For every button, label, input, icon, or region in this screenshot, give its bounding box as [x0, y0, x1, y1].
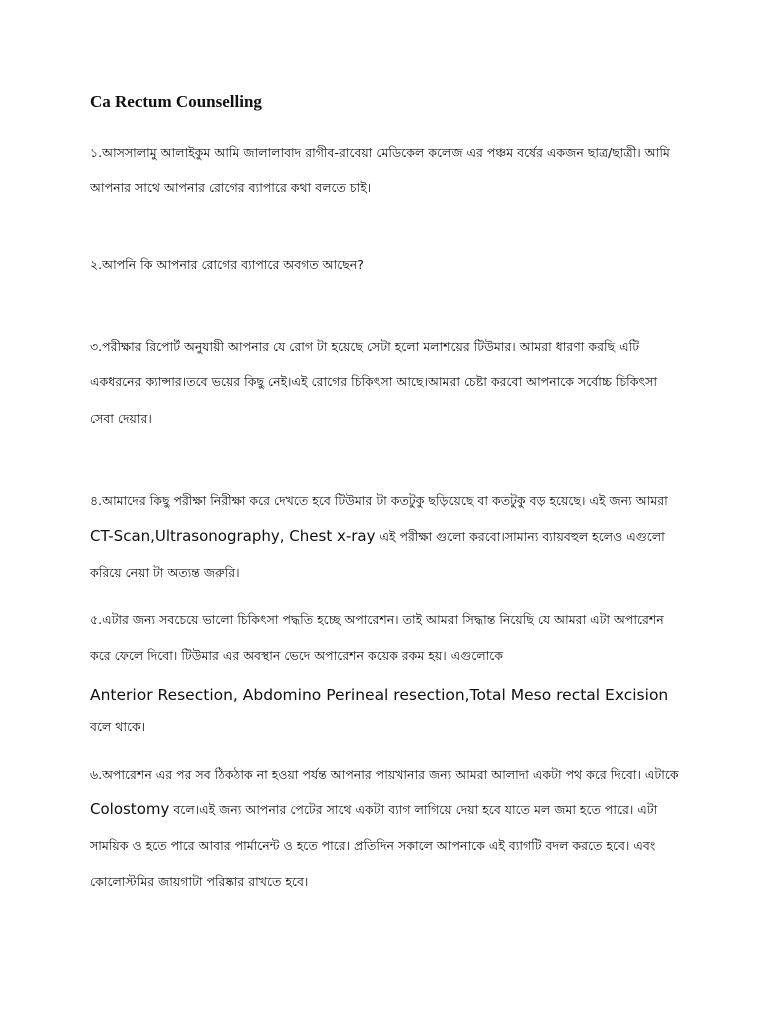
- paragraph-6-line-2: [90, 800, 657, 819]
- paragraph-3-line-1: ৩.পরীক্ষার রিপোর্ট অনুযায়ী আপনার যে রোগ টা হয়েছে সেটা হলো মলাশয়ের টিউমার। আমরা ধারণা করছি এটি: [90, 339, 640, 354]
- paragraph-5-line-1: ৫.এটার জন্য সবচেয়ে ভালো চিকিৎসা পদ্ধতি হচ্ছে অপারেশন। তাই আমরা সিদ্ধান্ত নিয়েছি যে আমরা এটা অপারেশন: [90, 612, 664, 627]
- paragraph-4-line-2: [90, 527, 665, 546]
- paragraph-4-line-1: ৪.আমাদের কিছু পরীক্ষা নিরীক্ষা করে দেখতে হবে টিউমার টা কতটুকু ছড়িয়েছে বা কতটুকু বড় হয়েছে। এই জন্য আমরা: [90, 493, 668, 508]
- paragraph-5-procedure-list: Anterior Resection, Abdomino Perineal resection,Total Meso rectal Excision: [90, 686, 669, 704]
- paragraph-3-line-3: সেবা দেয়ার।: [90, 411, 152, 426]
- paragraph-1-line-1: ১.আসসালামু আলাইকুম আমি জালালাবাদ রাগীব-রাবেয়া মেডিকেল কলেজ এর পঞ্চম বর্ষের একজন ছাত্র/ছাত্রী। আমি: [90, 145, 670, 160]
- paragraph-5-line-4: বলে থাকে।: [90, 719, 146, 734]
- paragraph-2-line-1: ২.আপনি কি আপনার রোগের ব্যাপারে অবগত আছেন?: [90, 257, 364, 272]
- paragraph-6-line-1: ৬.অপারেশন এর পর সব ঠিকঠাক না হওয়া পর্যন্ত আপনার পায়খানার জন্য আমরা আলাদা একটা পথ করে দিবো। এটাকে: [90, 767, 679, 782]
- paragraph-4-line-2-text: এই পরীক্ষা গুলো করবো।সামান্য ব্যায়বহুল হলেও এগুলো: [375, 529, 665, 544]
- paragraph-5-line-2: করে ফেলে দিবো। টিউমার এর অবস্থান ভেদে অপারেশন কয়েক রকম হয়। এগুলোকে: [90, 648, 504, 663]
- paragraph-6-colostomy-term: Colostomy: [90, 800, 170, 818]
- paragraph-4-line-3: করিয়ে নেয়া টা অত্যন্ত জরুরি।: [90, 565, 240, 580]
- paragraph-6-line-3: সাময়িক ও হতে পারে আবার পার্মানেন্ট ও হতে পারে। প্রতিদিন সকালে আপনাকে এই ব্যাগটি বদল করতে হবে। এবং: [90, 838, 656, 853]
- paragraph-6-line-4: কোলোস্টমির জায়গাটা পরিষ্কার রাখতে হবে।: [90, 874, 309, 889]
- paragraph-6-line-2-text: বলে।এই জন্য আপনার পেটের সাথে একটা ব্যাগ লাগিয়ে দেয়া হবে যাতে মল জমা হতে পারে। এটা: [169, 802, 658, 817]
- paragraph-4-test-list: CT-Scan,Ultrasonography, Chest x-ray: [90, 527, 376, 545]
- document-title: Ca Rectum Counselling: [90, 92, 262, 111]
- paragraph-3-line-2: একধরনের ক্যান্সার।তবে ভয়ের কিছু নেই।এই রোগের চিকিৎসা আছে।আমরা চেষ্টা করবো আপনাকে সর্বোচ্চ চিকিৎসা: [90, 374, 658, 389]
- paragraph-1-line-2: আপনার সাথে আপনার রোগের ব্যাপারে কথা বলতে চাই।: [90, 180, 372, 195]
